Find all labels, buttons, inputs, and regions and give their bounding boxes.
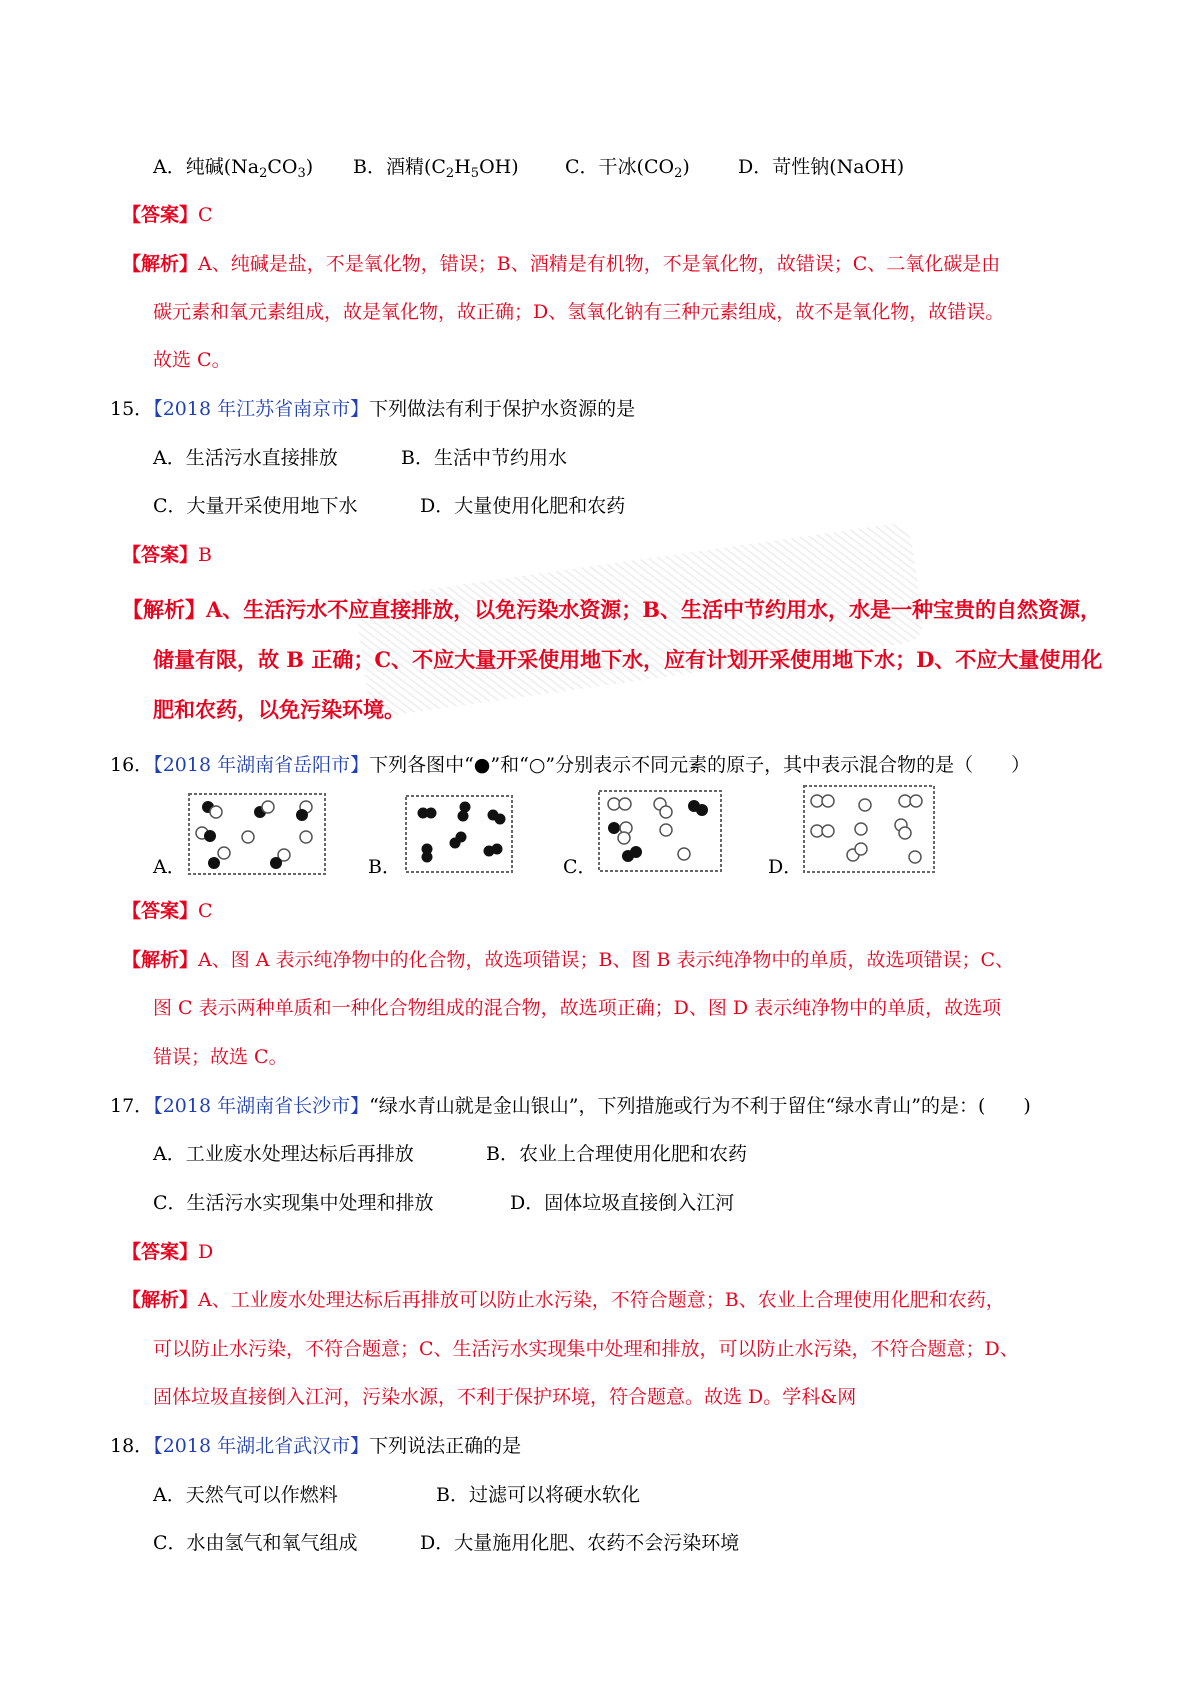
- q17-option-c: C．生活污水实现集中处理和排放: [153, 1192, 434, 1214]
- q14-analysis-line3: 故选 C。: [153, 349, 231, 371]
- q15-option-d: D．大量使用化肥和农药: [420, 495, 626, 517]
- q16-option-d: D．: [768, 856, 803, 878]
- q14-answer: 【答案】C: [122, 204, 213, 226]
- q17-option-a: A．工业废水处理达标后再排放: [153, 1143, 414, 1165]
- q16-analysis-line2: 图 C 表示两种单质和一种化合物组成的混合物，故选项正确；D、图 D 表示纯净物中的单质，故选项: [153, 997, 1002, 1019]
- q18-option-b: B．过滤可以将硬水软化: [436, 1484, 640, 1506]
- q14-option-d: D．苛性钠(NaOH): [738, 156, 905, 178]
- q15-stem: 15．【2018 年江苏省南京市】下列做法有利于保护水资源的是: [110, 398, 636, 420]
- q14-option-b: B．酒精$(C_2H_5OH)$: [353, 156, 519, 181]
- q14-analysis-line2: 碳元素和氧元素组成，故是氧化物，故正确；D、氢氧化钠有三种元素组成，故不是氧化物，故错误。: [153, 301, 1005, 323]
- q15-option-b: B．生活中节约用水: [401, 447, 567, 469]
- q16-option-b: B．: [368, 856, 401, 878]
- q17-analysis-line3: 固体垃圾直接倒入江河，污染水源，不利于保护环境，符合题意。故选 D。学科&网: [153, 1386, 857, 1408]
- q18-option-c: C．水由氢气和氧气组成: [153, 1532, 358, 1554]
- q17-option-d: D．固体垃圾直接倒入江河: [510, 1192, 735, 1214]
- q17-analysis-line2: 可以防止水污染，不符合题意；C、生活污水实现集中处理和排放，可以防止水污染，不符合题意；D、: [153, 1338, 1019, 1360]
- q16-stem: 16．【2018 年湖南省岳阳市】下列各图中“●”和“○”分别表示不同元素的原子，其中表示混合物的是（ ）: [110, 754, 1031, 776]
- q17-option-b: B．农业上合理使用化肥和农药: [486, 1143, 747, 1165]
- q15-option-a: A．生活污水直接排放: [153, 447, 338, 469]
- q17-stem: 17．【2018 年湖南省长沙市】“绿水青山就是金山银山”，下列措施或行为不利于留住“绿水青山”的是：( ): [110, 1095, 1031, 1117]
- q17-analysis-line1: 【解析】A、工业废水处理达标后再排放可以防止水污染，不符合题意；B、农业上合理使用化肥和农药，: [122, 1289, 1005, 1311]
- q18-stem: 18．【2018 年湖北省武汉市】下列说法正确的是: [110, 1435, 522, 1457]
- q16-analysis-line1: 【解析】A、图 A 表示纯净物中的化合物，故选项错误；B、图 B 表示纯净物中的单质，故选项错误；C、: [122, 949, 1015, 971]
- q15-analysis-line1: 【解析】A、生活污水不应直接排放，以免污染水资源；B、生活中节约用水，水是一种宝贵的自然资源，: [122, 597, 1102, 622]
- q15-answer: 【答案】B: [122, 544, 212, 566]
- q14-option-a: A．纯碱$(Na_2CO_3)$: [153, 156, 314, 181]
- q14-analysis-line1: 【解析】A、纯碱是盐，不是氧化物，错误；B、酒精是有机物，不是氧化物，故错误；C、二氧化碳是由: [122, 253, 1001, 275]
- q16-analysis-line3: 错误；故选 C。: [153, 1046, 288, 1068]
- q15-analysis-line2: 储量有限，故 B 正确；C、不应大量开采使用地下水，应有计划开采使用地下水；D、不应大量使用化: [153, 647, 1103, 672]
- q14-option-c: C．干冰$(CO_2)$: [565, 156, 690, 181]
- q18-option-d: D．大量施用化肥、农药不会污染环境: [420, 1532, 740, 1554]
- q16-option-a: A．: [153, 856, 186, 878]
- q16-figure-b: [405, 795, 513, 873]
- q16-answer: 【答案】C: [122, 900, 213, 922]
- q18-option-a: A．天然气可以作燃料: [153, 1484, 338, 1506]
- q16-option-c: C．: [563, 856, 597, 878]
- q15-analysis-line3: 肥和农药，以免污染环境。: [153, 697, 405, 722]
- q16-figure-d: [803, 785, 935, 873]
- q17-answer: 【答案】D: [122, 1241, 214, 1263]
- q16-figure-a: [188, 793, 326, 875]
- q16-figure-c: [598, 790, 722, 872]
- q15-option-c: C．大量开采使用地下水: [153, 495, 358, 517]
